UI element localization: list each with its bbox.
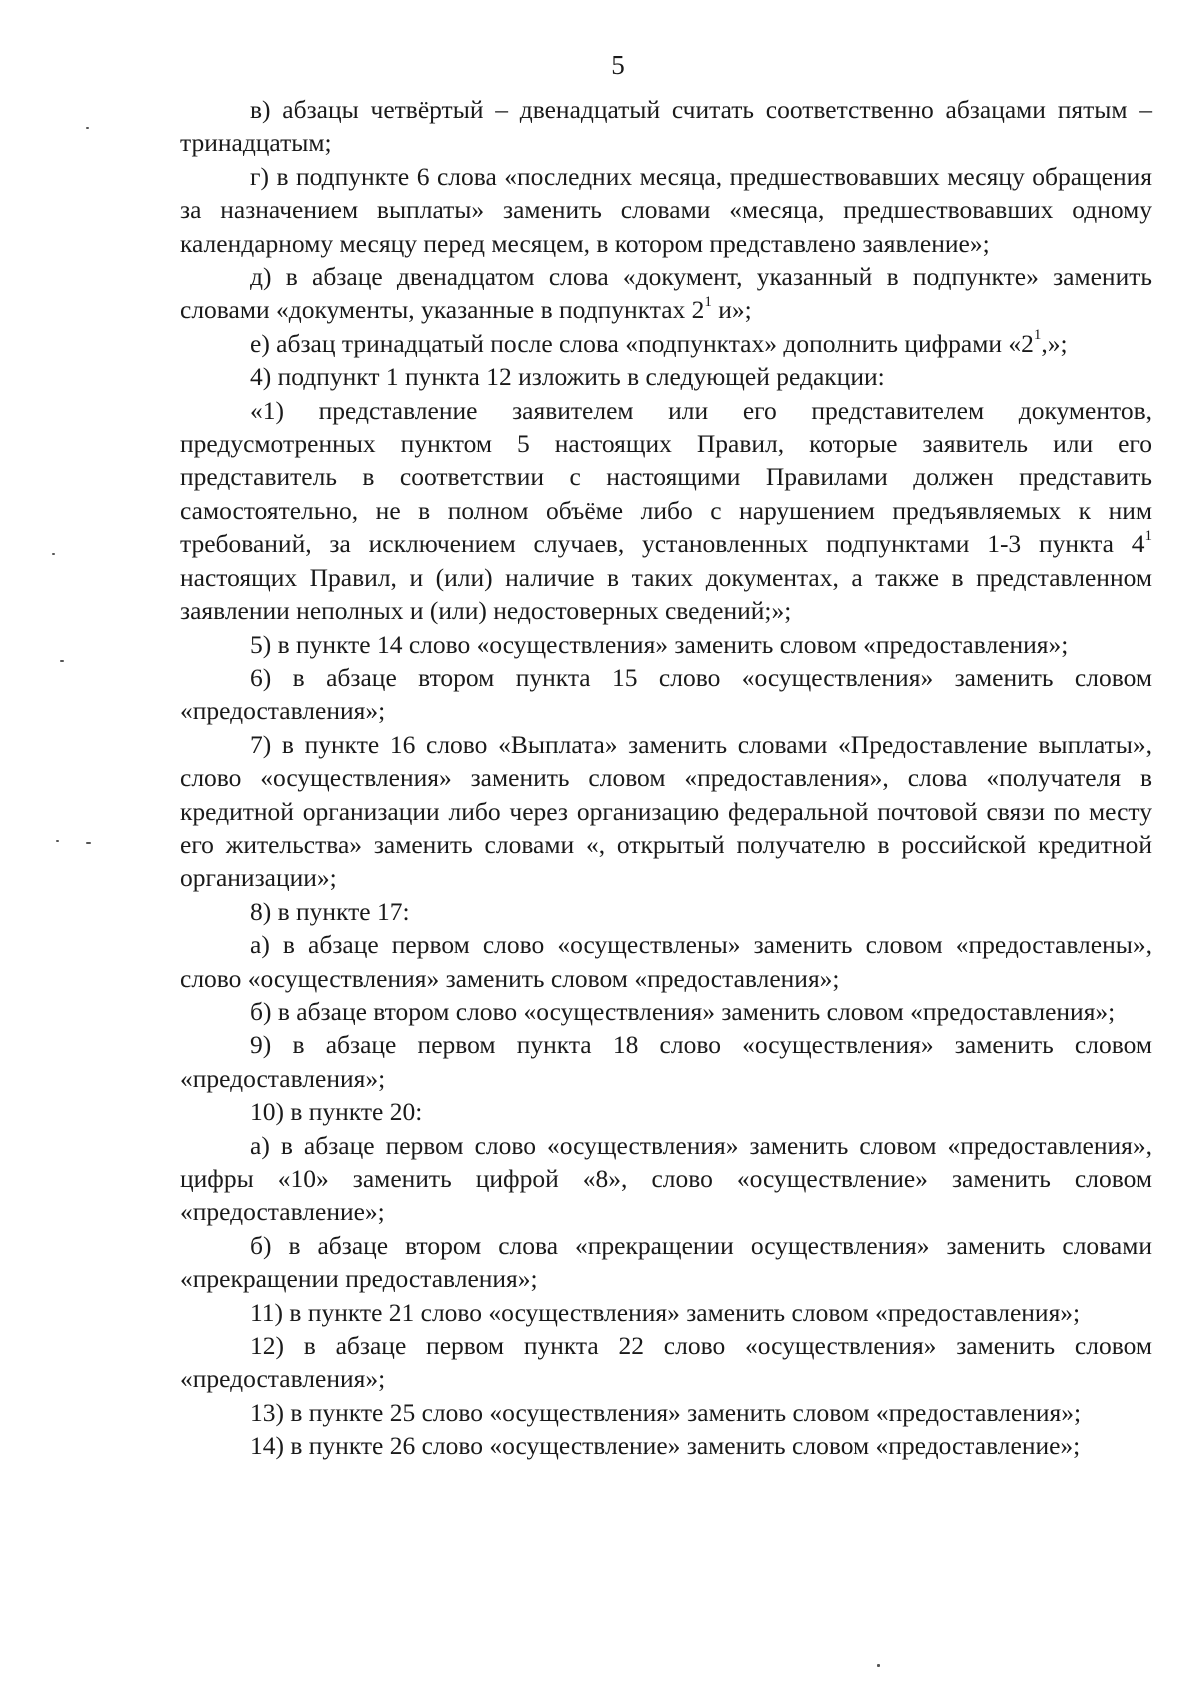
paragraph-text: 6) в абзаце втором пункта 15 слово «осуществления» заменить словом «предоставления»; [180, 662, 1152, 726]
paragraph-text: 7) в пункте 16 слово «Выплата» заменить словами «Предоставление выплаты», слово «осуществления» заменить словом «предоставления», слова «получателя в кредитной организации либо через организацию федеральной почтовой связи по месту его жительства» заменить словами «, открытый получателю в российской кредитной организации»; [180, 729, 1152, 893]
paragraph-e [180, 327, 1152, 360]
paragraph-text: ,»; [1041, 328, 1068, 358]
scan-speck [56, 840, 59, 842]
paragraph-text: 4) подпункт 1 пункта 12 изложить в следующей редакции: [250, 362, 885, 392]
paragraph-item-10b [180, 1229, 1152, 1296]
paragraph-text: а) в абзаце первом слово «осуществления» заменить словом «предоставления», цифры «10» заменить цифрой «8», слово «осуществление» заменить словом «предоставление»; [180, 1130, 1152, 1227]
paragraph-text: 10) в пункте 20: [250, 1097, 423, 1127]
paragraph-item-6 [180, 661, 1152, 728]
paragraph-text: 9) в абзаце первом пункта 18 слово «осуществления» заменить словом «предоставления»; [180, 1030, 1152, 1093]
paragraph-text: настоящих Правил, и (или) наличие в таких документах, а также в представленном заявлении неполных и (или) недостоверных сведений;»; [180, 562, 1152, 626]
paragraph-item-10 [180, 1095, 1152, 1128]
paragraph-item-4 [180, 360, 1152, 393]
document-body [180, 93, 1152, 1463]
scan-speck [52, 553, 55, 555]
superscript: 1 [704, 293, 712, 310]
paragraph-text: 11) в пункте 21 слово «осуществления» заменить словом «предоставления»; [250, 1297, 1081, 1327]
paragraph-item-14 [180, 1429, 1152, 1462]
page-number: 5 [611, 50, 625, 80]
scan-speck [86, 842, 91, 844]
paragraph-text: 14) в пункте 26 слово «осуществление» заменить словом «предоставление»; [250, 1431, 1081, 1461]
paragraph-item-8 [180, 895, 1152, 928]
paragraph-text: б) в абзаце втором слова «прекращении осуществления» заменить словами «прекращении предоставления»; [180, 1230, 1152, 1294]
scan-speck [60, 660, 64, 662]
paragraph-item-13 [180, 1396, 1152, 1429]
paragraph-text: «1) представление заявителем или его представителем документов, предусмотренных пунктом 5 настоящих Правил, которые заявитель или его представитель в соответствии с настоящими Правилами должен представить самостоятельно, не в полном объёме либо с нарушением предъявляемых к ним требований, за исключением случаев, установленных подпунктами 1-3 пункта 4 [180, 395, 1152, 559]
paragraph-item-8a [180, 928, 1152, 995]
paragraph-g [180, 160, 1152, 260]
paragraph-text: г) в подпункте 6 слова «последних месяца, предшествовавших месяцу обращения за назначением выплаты» заменить словами «месяца, предшествовавших одному календарному месяцу перед месяцем, в котором представлено заявление»; [180, 161, 1152, 258]
paragraph-d [180, 260, 1152, 327]
paragraph-text: 5) в пункте 14 слово «осуществления» заменить словом «предоставления»; [250, 629, 1069, 659]
paragraph-v [180, 93, 1152, 160]
paragraph-item-12 [180, 1329, 1152, 1396]
paragraph-item-11 [180, 1296, 1152, 1329]
paragraph-text: е) абзац тринадцатый после слова «подпунктах» дополнить цифрами «2 [250, 328, 1034, 358]
paragraph-text: в) абзацы четвёртый – двенадцатый считать соответственно абзацами пятым – тринадцатым; [180, 95, 1152, 158]
paragraph-text: 12) в абзаце первом пункта 22 слово «осуществления» заменить словом «предоставления»; [180, 1331, 1152, 1394]
superscript: 1 [1033, 327, 1042, 344]
paragraph-text: а) в абзаце первом слово «осуществлены» заменить словом «предоставлены», слово «осуществления» заменить словом «предоставления»; [180, 930, 1152, 993]
paragraph-item-9 [180, 1028, 1152, 1095]
scan-speck [86, 127, 89, 129]
superscript: 1 [1144, 527, 1152, 544]
scan-speck [877, 1664, 880, 1667]
paragraph-text: б) в абзаце втором слово «осуществления» заменить словом «предоставления»; [250, 996, 1116, 1026]
paragraph-item-7 [180, 728, 1152, 895]
paragraph-item-5 [180, 628, 1152, 661]
paragraph-text: 8) в пункте 17: [250, 896, 410, 926]
paragraph-quoted-subitem-1 [180, 394, 1152, 628]
paragraph-item-8b [180, 995, 1152, 1028]
paragraph-text: 13) в пункте 25 слово «осуществления» заменить словом «предоставления»; [250, 1397, 1082, 1427]
paragraph-item-10a [180, 1129, 1152, 1229]
paragraph-text: и»; [711, 295, 752, 325]
paragraph-text: д) в абзаце двенадцатом слова «документ, указанный в подпункте» заменить словами «документы, указанные в подпунктах 2 [180, 262, 1152, 325]
